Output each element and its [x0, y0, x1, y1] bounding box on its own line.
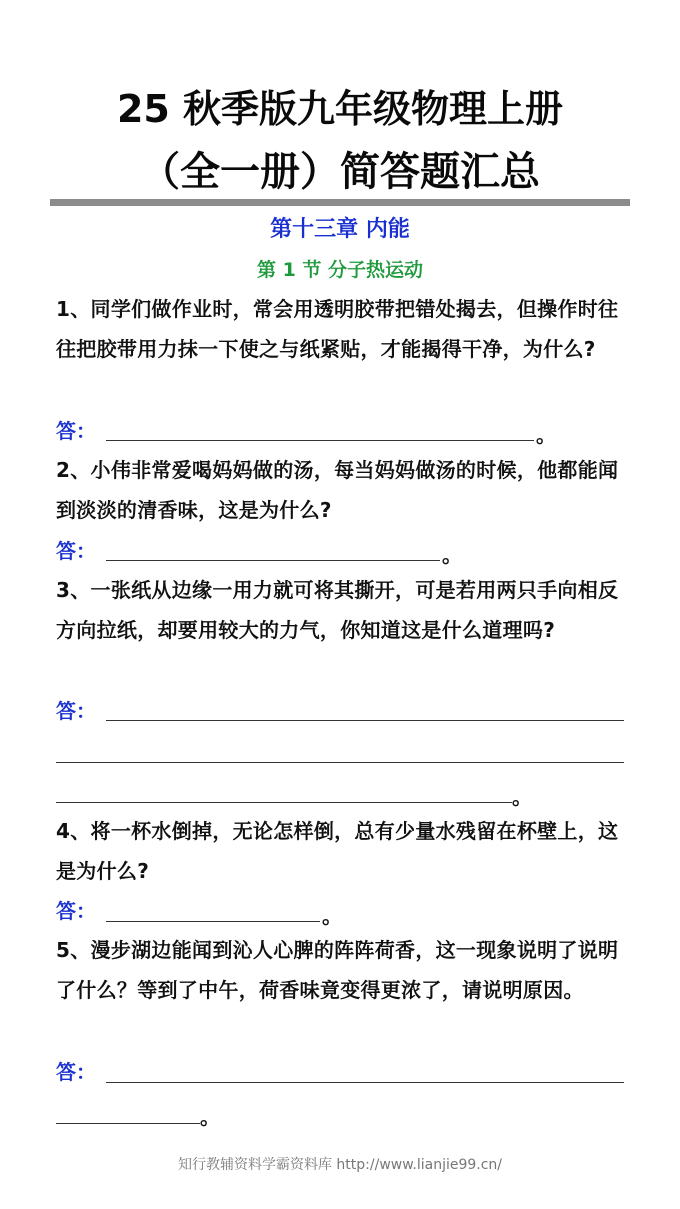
answer-period-4: 。	[322, 904, 342, 928]
answer-line-2[interactable]	[106, 560, 440, 561]
answer-period-5: 。	[200, 1105, 220, 1129]
answer-period-1: 。	[536, 423, 556, 447]
answer-period-2: 。	[442, 543, 462, 567]
answer-line-4[interactable]	[106, 921, 320, 922]
question-1: 1、同学们做作业时，常会用透明胶带把错处揭去，但操作时往往把胶带用力抹一下使之与纸紧贴，才能揭得干净，为什么?	[56, 297, 619, 361]
chapter-heading: 第十三章 内能	[270, 217, 410, 242]
question-3: 3、一张纸从边缘一用力就可将其撕开，可是若用两只手向相反方向拉纸，却要用较大的力气，你知道这是什么道理吗?	[56, 578, 619, 642]
answer-label-3: 答：	[56, 699, 96, 723]
footer-source: 知行教辅资料学霸资料库 http://www.lianjie99.cn/	[177, 1157, 503, 1173]
answer-line-3a[interactable]	[106, 720, 624, 721]
answer-label-1: 答：	[56, 419, 96, 443]
answer-period-3: 。	[512, 785, 532, 809]
answer-label-2: 答：	[56, 539, 96, 563]
answer-line-5a[interactable]	[106, 1082, 624, 1083]
answer-line-1[interactable]	[106, 440, 534, 441]
answer-label-4: 答：	[56, 899, 96, 923]
document-title-line-1: 25 秋季版九年级物理上册	[116, 87, 564, 131]
question-5: 5、漫步湖边能闻到沁人心脾的阵阵荷香，这一现象说明了说明了什么？等到了中午，荷香味竟变得更浓了，请说明原因。	[56, 938, 619, 1002]
document-title-line-2: （全一册）简答题汇总	[140, 149, 540, 195]
section-heading: 第 1 节 分子热运动	[256, 259, 424, 281]
question-2: 2、小伟非常爱喝妈妈做的汤，每当妈妈做汤的时候，他都能闻到淡淡的清香味，这是为什么?	[56, 458, 619, 522]
title-divider	[50, 199, 630, 206]
answer-line-3b[interactable]	[56, 762, 624, 763]
answer-label-5: 答：	[56, 1060, 96, 1084]
answer-line-3c[interactable]	[56, 802, 512, 803]
answer-line-5b[interactable]	[56, 1123, 200, 1124]
question-4: 4、将一杯水倒掉，无论怎样倒，总有少量水残留在杯壁上，这是为什么?	[56, 819, 619, 883]
